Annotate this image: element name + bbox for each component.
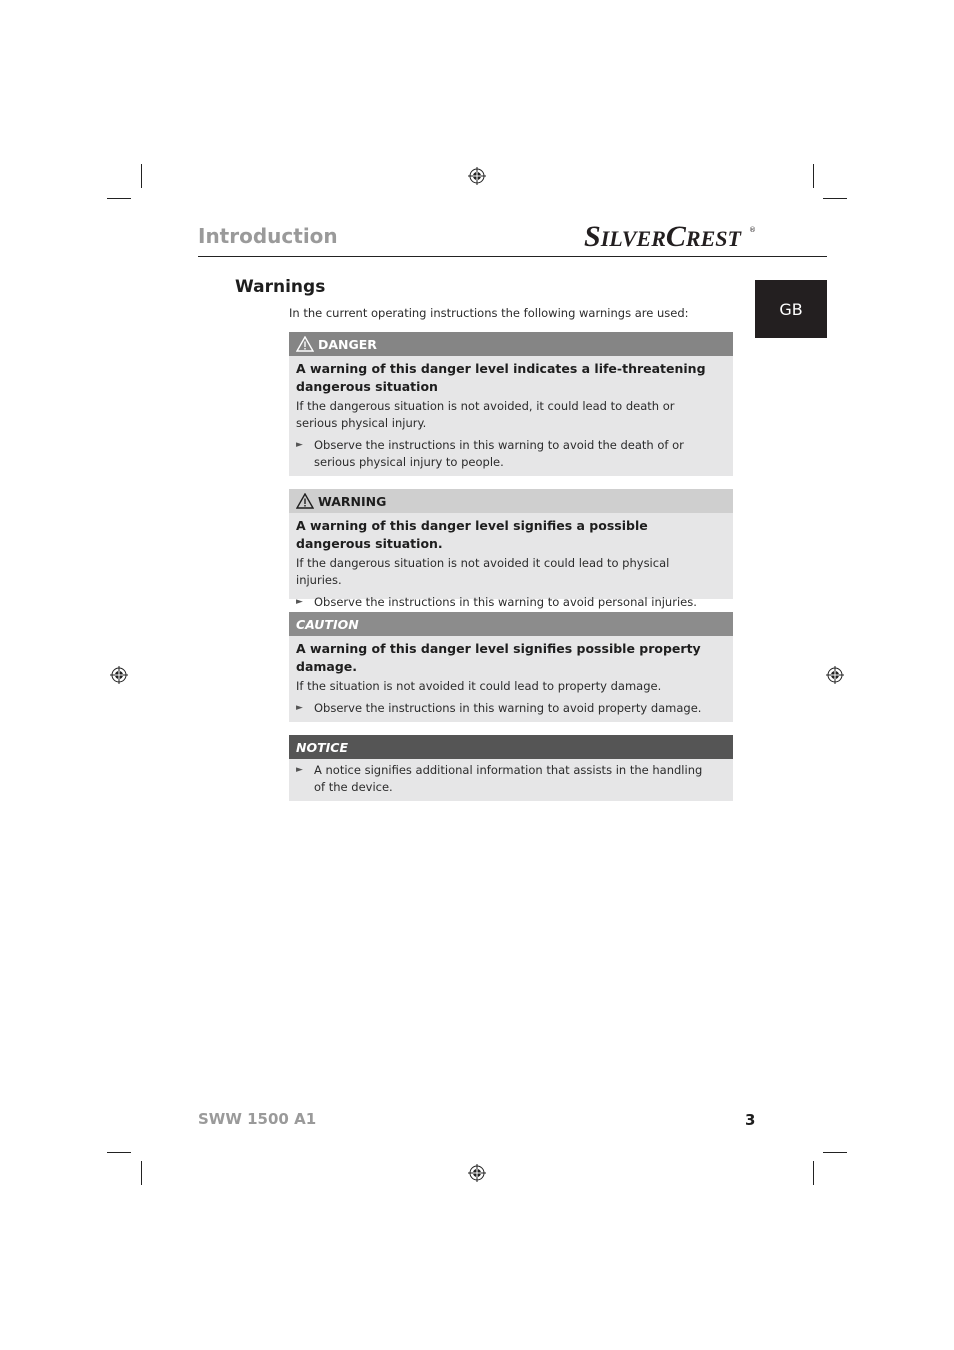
crop-mark: [141, 164, 142, 188]
list-item: [296, 594, 717, 611]
registration-mark-icon: [468, 167, 486, 185]
warning-text: If the dangerous situation is not avoided it could lead to physical injuries.: [296, 556, 670, 587]
crop-mark: [107, 1152, 131, 1153]
svg-text:®: ®: [749, 226, 756, 234]
warning-triangle-icon: [296, 493, 314, 509]
caution-text: If the situation is not avoided it could lead to property damage.: [296, 679, 662, 693]
warning-box-header: [289, 489, 733, 513]
caution-box: [289, 612, 733, 722]
page-section-title: Introduction: [198, 224, 338, 248]
registration-mark-icon: [110, 666, 128, 684]
crop-mark: [823, 1152, 847, 1153]
notice-label: NOTICE: [296, 739, 348, 755]
caution-box-header: [289, 612, 733, 636]
list-item: [296, 437, 717, 471]
footer-model: SWW 1500 A1: [198, 1110, 317, 1128]
warning-label: WARNING: [318, 493, 387, 509]
section-heading: Warnings: [235, 277, 326, 297]
danger-box-header: [289, 332, 733, 356]
crop-mark: [141, 1161, 142, 1185]
section-intro: In the current operating instructions the following warnings are used:: [289, 306, 689, 320]
svg-text:SILVERCREST: SILVERCREST: [584, 220, 741, 252]
danger-box: [289, 332, 733, 476]
registration-mark-icon: [826, 666, 844, 684]
notice-box: [289, 735, 733, 801]
list-item: [296, 762, 717, 796]
page-number: 3: [745, 1111, 756, 1129]
notice-bullet: A notice signifies additional information that assists in the handling of the device.: [314, 763, 703, 794]
header-divider: [198, 256, 827, 257]
arrow-right-icon: ►: [296, 597, 303, 607]
warning-bullet: Observe the instructions in this warning to avoid personal injuries.: [314, 595, 697, 609]
arrow-right-icon: ►: [296, 703, 303, 713]
warning-box: [289, 489, 733, 609]
warning-title: A warning of this danger level signifies a possible dangerous situation.: [296, 518, 648, 551]
crop-mark: [823, 198, 847, 199]
language-tab-label: GB: [779, 299, 803, 319]
warning-triangle-icon: [296, 336, 314, 352]
registration-mark-icon: [468, 1164, 486, 1182]
crop-mark: [107, 198, 131, 199]
language-tab: [755, 280, 827, 338]
caution-label: CAUTION: [296, 616, 359, 632]
arrow-right-icon: ►: [296, 765, 303, 775]
crop-mark: [813, 164, 814, 188]
crop-mark: [813, 1161, 814, 1185]
danger-title: A warning of this danger level indicates a life-threatening dangerous situation: [296, 361, 706, 394]
arrow-right-icon: ►: [296, 440, 303, 450]
brand-logo: [584, 218, 764, 252]
list-item: [296, 700, 717, 717]
danger-text: If the dangerous situation is not avoided, it could lead to death or serious physical injury.: [296, 399, 675, 430]
danger-label: DANGER: [318, 336, 377, 352]
notice-box-header: [289, 735, 733, 759]
danger-bullet: Observe the instructions in this warning to avoid the death of or serious physical injury to people.: [314, 438, 684, 469]
caution-title: A warning of this danger level signifies possible property damage.: [296, 641, 701, 674]
caution-bullet: Observe the instructions in this warning to avoid property damage.: [314, 701, 702, 715]
